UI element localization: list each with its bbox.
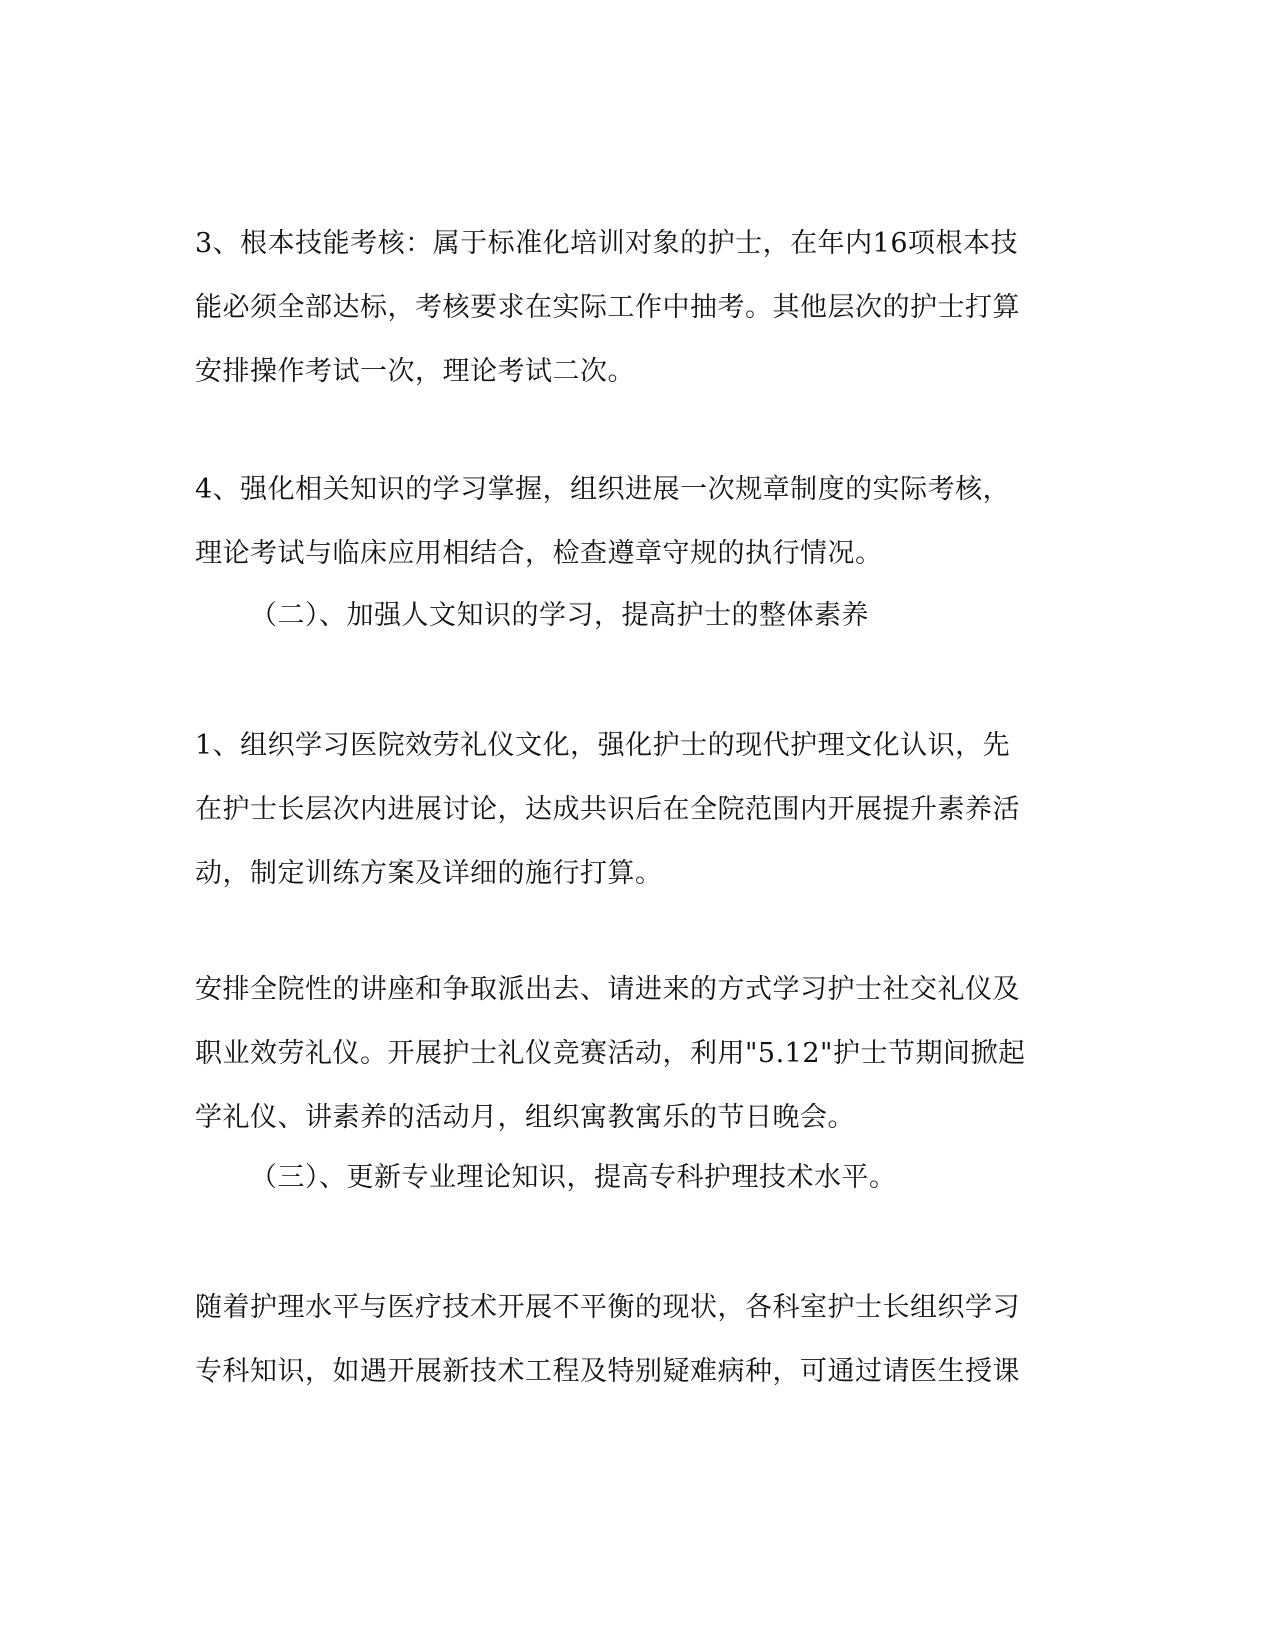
paragraph-etiquette-culture bbox=[195, 714, 1075, 906]
text-line: 1、组织学习医院效劳礼仪文化，强化护士的现代护理文化认识，先 bbox=[195, 730, 1011, 761]
text-line: 安排操作考试一次，理论考试二次。 bbox=[195, 356, 635, 387]
text-line: 动，制定训练方案及详细的施行打算。 bbox=[195, 858, 663, 889]
text-line: 随着护理水平与医疗技术开展不平衡的现状，各科室护士长组织学习 bbox=[195, 1292, 1020, 1323]
text-line: 学礼仪、讲素养的活动月，组织寓教寓乐的节日晚会。 bbox=[195, 1102, 855, 1133]
paragraph-etiquette-activities bbox=[195, 958, 1075, 1150]
text-line: 职业效劳礼仪。开展护士礼仪竞赛活动，利用"5.12"护士节期间掀起 bbox=[195, 1038, 1026, 1069]
text-line: 安排全院性的讲座和争取派出去、请进来的方式学习护士社交礼仪及 bbox=[195, 974, 1020, 1005]
text-line: 理论考试与临床应用相结合，检查遵章守规的执行情况。 bbox=[195, 538, 883, 569]
section-heading-humanities: （二）、加强人文知识的学习，提高护士的整体素养 bbox=[250, 600, 869, 631]
paragraph-basic-skills-assessment bbox=[195, 212, 1075, 404]
paragraph-specialty-study bbox=[195, 1276, 1075, 1404]
text-line: 3、根本技能考核：属于标准化培训对象的护士，在年内16项根本技 bbox=[195, 228, 1019, 259]
section-heading-professional-knowledge: （三）、更新专业理论知识，提高专科护理技术水平。 bbox=[250, 1162, 897, 1193]
text-line: 专科知识，如遇开展新技术工程及特别疑难病种，可通过请医生授课 bbox=[195, 1356, 1020, 1387]
text-line: 在护士长层次内进展讨论，达成共识后在全院范围内开展提升素养活 bbox=[195, 794, 1020, 825]
text-line: 4、强化相关知识的学习掌握，组织进展一次规章制度的实际考核， bbox=[195, 474, 1011, 505]
paragraph-knowledge-mastery bbox=[195, 458, 1075, 586]
text-line: 能必须全部达标，考核要求在实际工作中抽考。其他层次的护士打算 bbox=[195, 292, 1020, 323]
